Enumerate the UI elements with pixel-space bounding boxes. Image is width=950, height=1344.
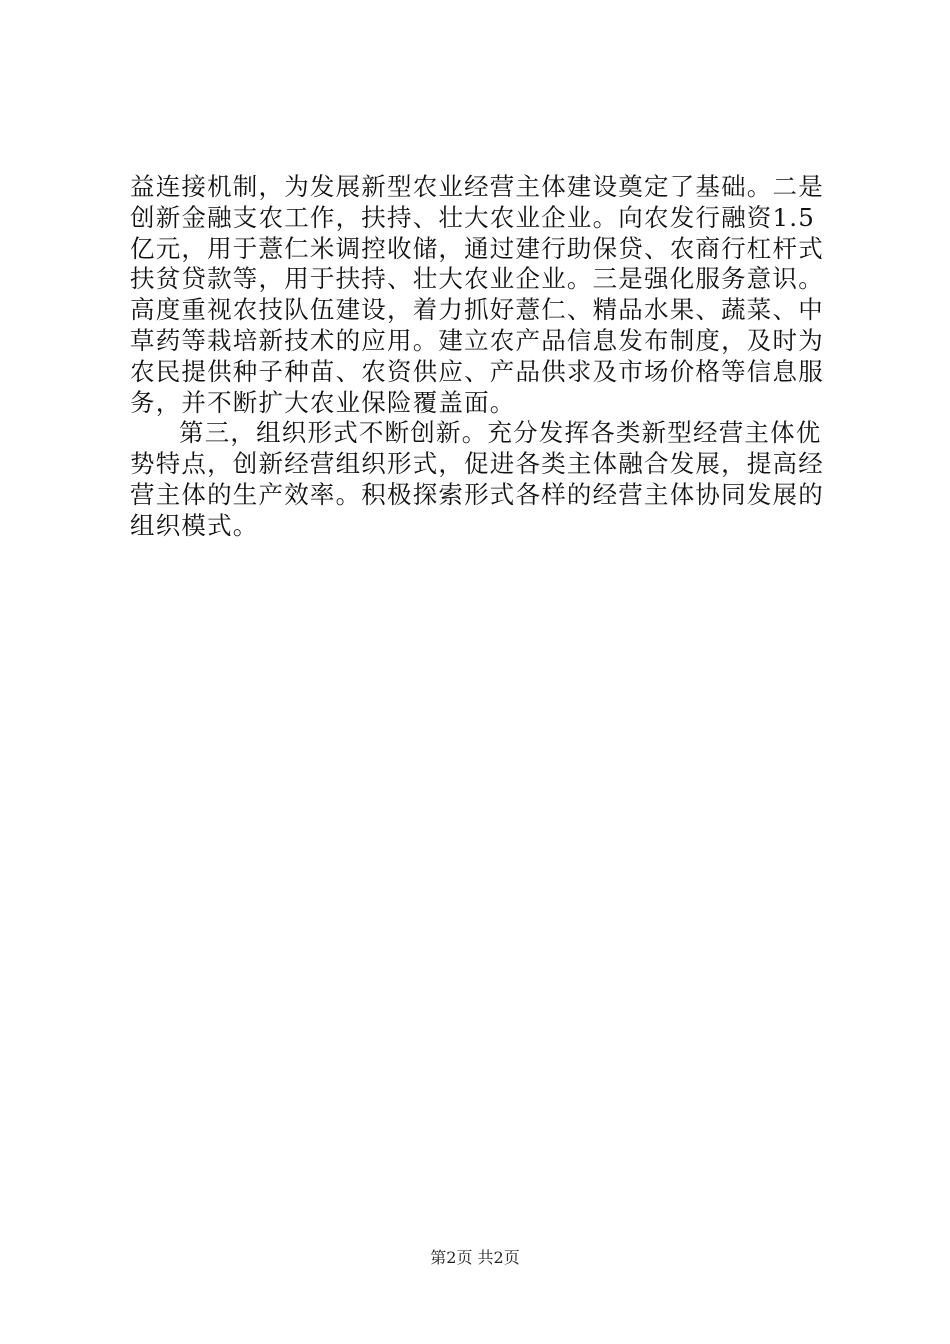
paragraph-1-line-7: 农民提供种子种苗、农资供应、产品供求及市场价格等信息服 — [130, 356, 824, 386]
paragraph-2-line-4: 组织模式。 — [130, 510, 259, 540]
paragraph-2-line-1: 第三，组织形式不断创新。充分发挥各类新型经营主体优 — [179, 418, 822, 448]
paragraph-2-line-2: 势特点，创新经营组织形式，促进各类主体融合发展，提高经 — [130, 449, 824, 479]
paragraph-1-line-1: 益连接机制，为发展新型农业经营主体建设奠定了基础。二是 — [130, 172, 824, 201]
paragraph-1-line-8: 务，并不断扩大农业保险覆盖面。 — [130, 387, 516, 417]
paragraph-1-line-4: 扶贫贷款等，用于扶持、壮大农业企业。三是强化服务意识。 — [130, 264, 824, 294]
paragraph-1-line-5: 高度重视农技队伍建设，着力抓好薏仁、精品水果、蔬菜、中 — [130, 295, 824, 325]
paragraph-1-line-6: 草药等栽培新技术的应用。建立农产品信息发布制度，及时为 — [130, 325, 824, 355]
paragraph-1-line-3: 亿元，用于薏仁米调控收储，通过建行助保贷、农商行杠杆式 — [130, 233, 824, 263]
page-footer: 第2页 共2页 — [430, 1248, 520, 1267]
paragraph-2-line-3: 营主体的生产效率。积极探索形式各样的经营主体协同发展的 — [130, 479, 824, 509]
paragraph-1-line-2: 创新金融支农工作，扶持、壮大农业企业。向农发行融资1.5 — [130, 202, 816, 232]
body-text — [130, 172, 830, 542]
